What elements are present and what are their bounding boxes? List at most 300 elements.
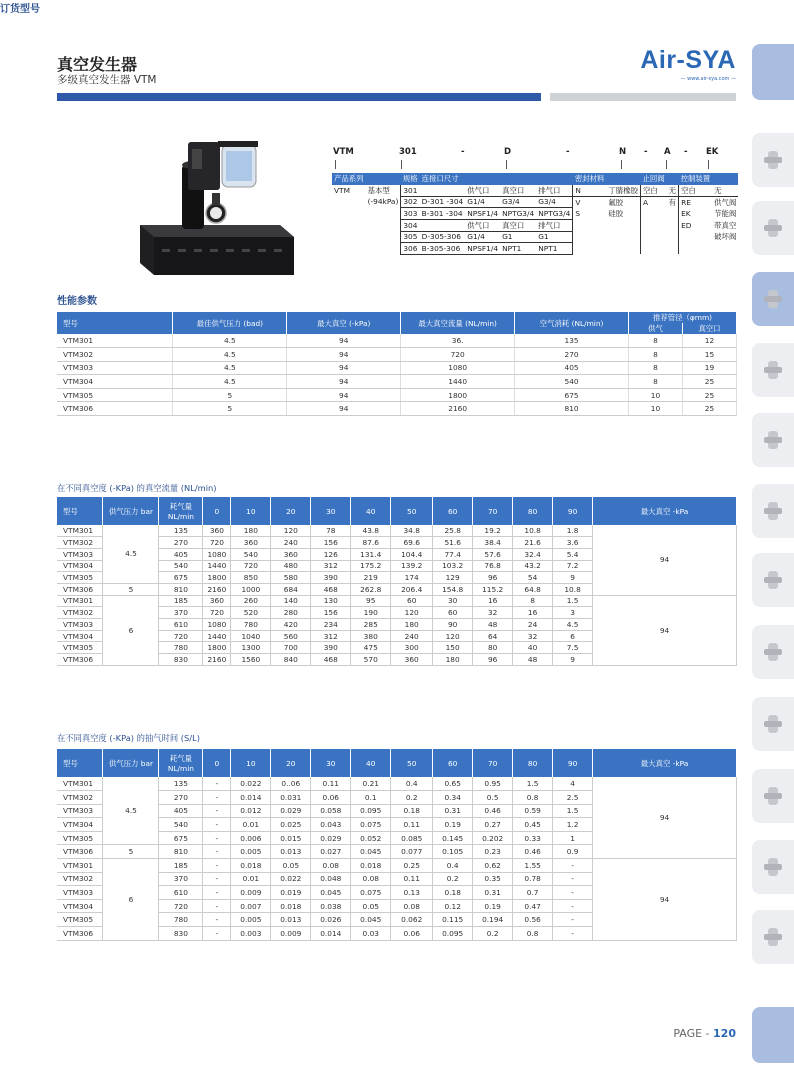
order-code-part: VTM [333, 147, 354, 157]
order-cell: 有 [668, 197, 677, 207]
table-cell: 0.59 [513, 804, 553, 818]
side-category-icon[interactable] [752, 272, 794, 326]
side-category-icon[interactable] [752, 769, 794, 823]
col-header: 耗气量 NL/min [159, 497, 203, 525]
flow-table [57, 497, 737, 666]
table-cell: 0.8 [513, 927, 553, 941]
table-cell: 0.05 [351, 899, 391, 913]
order-row [332, 219, 738, 231]
component-icon [760, 357, 786, 383]
order-cell: 规格 [402, 174, 418, 184]
table-cell: 0.2 [473, 927, 513, 941]
order-cell: A [640, 196, 666, 208]
table-cell: 48 [473, 619, 513, 631]
order-cell [573, 219, 607, 231]
table-cell: 0.005 [231, 845, 271, 859]
table-cell: 0.31 [473, 886, 513, 900]
table-cell: 4 [553, 777, 593, 791]
order-row [332, 173, 738, 185]
table-cell: 0.013 [271, 913, 311, 927]
order-code-tick [708, 160, 709, 169]
table-cell: 0.145 [433, 831, 473, 845]
table-cell: 0.031 [271, 791, 311, 805]
table-cell: - [203, 804, 231, 818]
table-cell: 1440 [203, 630, 231, 642]
table-cell: 370 [159, 607, 203, 619]
table-cell: 0.01 [231, 818, 271, 832]
table-row [57, 375, 737, 389]
table-cell: VTM303 [57, 619, 103, 631]
table-cell: 76.8 [473, 560, 513, 572]
table-cell: 64.8 [513, 583, 553, 595]
table-cell: 0.085 [391, 831, 433, 845]
table-cell: 129 [433, 572, 473, 584]
table-cell: 94 [287, 334, 401, 348]
order-cell: 基本型 [367, 185, 390, 195]
table-cell: 126 [311, 548, 351, 560]
order-cell [332, 208, 366, 220]
order-cell [667, 219, 679, 231]
table-cell: 0.47 [513, 899, 553, 913]
col-vacport: 真空口 [682, 323, 736, 334]
table-cell: 2.5 [553, 791, 593, 805]
order-cell [366, 243, 401, 255]
table-cell: VTM306 [57, 654, 103, 666]
table-cell: 25 [682, 388, 736, 402]
page-title: 真空发生器 [57, 55, 138, 74]
table-cell: 8 [629, 375, 683, 389]
table-cell: VTM302 [57, 348, 173, 362]
table-cell: 720 [203, 537, 231, 549]
page-number: PAGE - 120 [673, 1027, 736, 1040]
side-category-icon[interactable] [752, 625, 794, 679]
evac-section-title: 在不同真空度 (-KPa) 的抽气时间 (S/L) [57, 733, 200, 743]
table-cell: - [203, 831, 231, 845]
table-cell: 0.23 [473, 845, 513, 859]
table-cell: 5 [103, 583, 159, 595]
table-cell: 180 [433, 654, 473, 666]
order-cell [366, 219, 401, 231]
order-cell [606, 173, 640, 185]
table-cell: 30 [433, 595, 473, 607]
table-cell: 175.2 [351, 560, 391, 572]
order-cell: N [573, 185, 607, 197]
side-category-icon[interactable] [752, 484, 794, 538]
table-cell: 0.03 [351, 927, 391, 941]
table-cell: VTM304 [57, 375, 173, 389]
table-cell: VTM302 [57, 537, 103, 549]
table-cell: 390 [311, 572, 351, 584]
table-cell: 675 [515, 388, 629, 402]
table-cell: 94 [287, 388, 401, 402]
table-cell: 94 [287, 375, 401, 389]
order-code-part: D [504, 147, 512, 157]
table-cell: 87.6 [351, 537, 391, 549]
table-cell: 10.8 [553, 583, 593, 595]
order-code-table [332, 173, 738, 255]
table-cell: 25 [682, 375, 736, 389]
table-cell: - [203, 791, 231, 805]
product-image [132, 137, 302, 277]
table-cell: 120 [433, 630, 473, 642]
table-cell: 0.46 [473, 804, 513, 818]
table-cell: 2160 [203, 654, 231, 666]
table-cell: 6 [103, 859, 159, 941]
side-category-icon[interactable] [752, 840, 794, 894]
table-cell: 5 [173, 402, 287, 416]
table-cell: 540 [159, 818, 203, 832]
order-cell [366, 231, 401, 243]
table-cell: 95 [351, 595, 391, 607]
table-cell: 0.018 [351, 859, 391, 873]
logo-text: Air-SYA [640, 46, 736, 74]
side-category-icon[interactable] [752, 413, 794, 467]
col-header: 70 [473, 497, 513, 525]
table-cell: 135 [515, 334, 629, 348]
col-header: 10 [231, 749, 271, 777]
order-cell [606, 219, 640, 231]
table-cell: 0.095 [433, 927, 473, 941]
table-cell: 780 [159, 913, 203, 927]
side-category-icon[interactable] [752, 697, 794, 751]
table-cell: 16 [473, 595, 513, 607]
order-code-tick [621, 160, 622, 169]
order-cell: B-305-306 [420, 243, 466, 255]
table-cell: 0.019 [271, 886, 311, 900]
table-cell: 0.006 [231, 831, 271, 845]
order-cell: 空白 [679, 185, 713, 197]
table-cell: VTM304 [57, 899, 103, 913]
table-cell: VTM306 [57, 845, 103, 859]
table-cell: 94 [593, 595, 737, 665]
table-cell: 312 [311, 630, 351, 642]
page-subtitle: 多级真空发生器 VTM [57, 74, 157, 86]
table-cell: 0.11 [391, 818, 433, 832]
side-category-icon[interactable] [752, 201, 794, 255]
table-cell: 4.5 [173, 334, 287, 348]
order-cell: G1/4 [465, 231, 500, 243]
order-cell: 304 [401, 219, 420, 231]
table-cell: 94 [287, 402, 401, 416]
table-cell: 7.5 [553, 642, 593, 654]
table-cell: 94 [593, 777, 737, 859]
table-cell: 850 [231, 572, 271, 584]
table-cell: 420 [271, 619, 311, 631]
table-cell: 0.11 [391, 872, 433, 886]
order-code-tick [401, 160, 402, 169]
col-header: 供气压力 bar [103, 749, 159, 777]
table-cell: 360 [231, 537, 271, 549]
side-category-icon[interactable] [752, 343, 794, 397]
table-cell: 0.46 [513, 845, 553, 859]
table-cell: 140 [271, 595, 311, 607]
table-cell: VTM302 [57, 791, 103, 805]
col-model: 型号 [57, 312, 173, 334]
component-icon [760, 711, 786, 737]
table-cell: 1080 [203, 548, 231, 560]
order-code-part: A [664, 147, 671, 157]
side-tab-bottom[interactable] [752, 1007, 794, 1063]
table-cell: 4.5 [103, 525, 159, 583]
table-cell: 810 [159, 583, 203, 595]
col-header: 耗气量 NL/min [159, 749, 203, 777]
table-cell: 0.018 [271, 899, 311, 913]
table-cell: 684 [271, 583, 311, 595]
table-cell: 77.4 [433, 548, 473, 560]
table-cell: 810 [159, 845, 203, 859]
table-cell: 0.35 [473, 872, 513, 886]
table-cell: 0.21 [351, 777, 391, 791]
table-cell: 25.8 [433, 525, 473, 537]
table-cell: 0.014 [311, 927, 351, 941]
component-icon [760, 498, 786, 524]
table-cell: 0.18 [433, 886, 473, 900]
table-cell: 720 [231, 560, 271, 572]
table-cell: 720 [159, 899, 203, 913]
table-cell: 0.015 [271, 831, 311, 845]
table-cell: 1.55 [513, 859, 553, 873]
table-cell: 7.2 [553, 560, 593, 572]
order-cell [640, 219, 666, 231]
table-cell: 405 [159, 804, 203, 818]
order-cell: 供气口 [465, 185, 500, 197]
table-row [57, 595, 737, 607]
table-cell: - [553, 859, 593, 873]
order-cell: ED [679, 219, 713, 231]
table-cell: 60 [433, 607, 473, 619]
table-cell: 180 [391, 619, 433, 631]
col-maxvac: 最大真空 (-kPa) [287, 312, 401, 334]
table-cell: VTM305 [57, 831, 103, 845]
table-cell: - [553, 927, 593, 941]
col-header: 40 [351, 497, 391, 525]
table-cell: 0.105 [433, 845, 473, 859]
table-cell: 174 [391, 572, 433, 584]
component-icon [760, 215, 786, 241]
table-cell: 0.11 [311, 777, 351, 791]
table-row [57, 525, 737, 537]
table-cell: 380 [351, 630, 391, 642]
order-code-tick [506, 160, 507, 169]
table-cell: 32.4 [513, 548, 553, 560]
table-cell: 0.95 [473, 777, 513, 791]
side-category-icon[interactable] [752, 553, 794, 607]
table-cell: 720 [401, 348, 515, 362]
table-cell: - [553, 872, 593, 886]
table-cell: 34.8 [391, 525, 433, 537]
order-cell: G3/4 [536, 196, 573, 208]
table-cell: 840 [271, 654, 311, 666]
table-cell: 0.012 [231, 804, 271, 818]
table-cell: 0.058 [311, 804, 351, 818]
table-cell: VTM305 [57, 913, 103, 927]
table-cell: 5 [103, 845, 159, 859]
table-cell: 0.9 [553, 845, 593, 859]
table-cell: 0.8 [513, 791, 553, 805]
order-cell [366, 173, 401, 185]
table-cell: 468 [311, 583, 351, 595]
order-cell: (-94kPa) [367, 197, 399, 207]
table-cell: - [553, 886, 593, 900]
col-header: 0 [203, 749, 231, 777]
table-cell: 560 [271, 630, 311, 642]
table-cell: 580 [271, 572, 311, 584]
table-cell: 720 [159, 630, 203, 642]
table-cell: VTM304 [57, 630, 103, 642]
table-cell: 0.022 [271, 872, 311, 886]
col-header: 90 [553, 497, 593, 525]
table-row [57, 388, 737, 402]
table-cell: 48 [513, 654, 553, 666]
order-cell [573, 231, 607, 243]
order-cell: B-301 -304 [420, 208, 466, 220]
table-cell: 206.4 [391, 583, 433, 595]
table-cell: 1040 [231, 630, 271, 642]
table-cell: VTM305 [57, 642, 103, 654]
side-category-icon[interactable] [752, 910, 794, 964]
col-header: 80 [513, 749, 553, 777]
table-cell: 360 [203, 595, 231, 607]
table-cell: 360 [391, 654, 433, 666]
table-cell: - [203, 899, 231, 913]
table-cell: 43.8 [351, 525, 391, 537]
table-cell: 38.4 [473, 537, 513, 549]
table-cell: 0.077 [391, 845, 433, 859]
table-cell: 260 [231, 595, 271, 607]
col-consumption: 空气消耗 (NL/min) [515, 312, 629, 334]
table-cell: 405 [515, 361, 629, 375]
table-cell: 12 [682, 334, 736, 348]
table-cell: 0.13 [391, 886, 433, 900]
col-tube: 推荐管径（φmm) [629, 312, 737, 323]
order-cell [667, 231, 679, 243]
table-row [57, 402, 737, 416]
col-header: 型号 [57, 749, 103, 777]
col-header: 50 [391, 497, 433, 525]
col-header: 50 [391, 749, 433, 777]
order-cell [679, 231, 713, 243]
table-cell: 270 [515, 348, 629, 362]
order-row [332, 196, 738, 208]
col-header: 60 [433, 497, 473, 525]
table-cell: 405 [159, 548, 203, 560]
table-cell: VTM303 [57, 804, 103, 818]
table-cell: VTM302 [57, 607, 103, 619]
header-bar-gray [550, 93, 736, 101]
table-cell: 96 [473, 654, 513, 666]
order-cell: G3/4 [500, 196, 536, 208]
table-cell: 675 [159, 831, 203, 845]
col-header: 最大真空 -kPa [593, 749, 737, 777]
table-cell: 0.048 [311, 872, 351, 886]
perf-section-title: 性能参数 [57, 296, 97, 307]
table-cell: 0.19 [473, 899, 513, 913]
table-cell: 285 [351, 619, 391, 631]
order-cell [420, 185, 466, 197]
table-cell: 25 [682, 402, 736, 416]
order-cell: 产品系列 [334, 174, 364, 184]
table-cell: 0.013 [271, 845, 311, 859]
order-cell: NPT1 [536, 243, 573, 255]
component-icon [760, 639, 786, 665]
table-cell: 64 [473, 630, 513, 642]
table-cell: 131.4 [351, 548, 391, 560]
table-cell: 60 [391, 595, 433, 607]
side-category-icon[interactable] [752, 133, 794, 187]
order-cell: 306 [401, 243, 420, 255]
order-cell [332, 219, 366, 231]
order-code-part: N [619, 147, 627, 157]
order-cell: 供气阀 [714, 197, 737, 207]
order-cell [606, 243, 640, 255]
table-cell: VTM303 [57, 548, 103, 560]
table-cell: 135 [159, 525, 203, 537]
table-cell: 0.05 [271, 859, 311, 873]
table-cell: 675 [159, 572, 203, 584]
table-cell: 0.18 [391, 804, 433, 818]
table-cell: 156 [311, 607, 351, 619]
table-cell: 0.202 [473, 831, 513, 845]
table-cell: 0.06 [311, 791, 351, 805]
table-cell: 51.6 [433, 537, 473, 549]
side-tab-top[interactable] [752, 44, 794, 100]
col-header: 最大真空 -kPa [593, 497, 737, 525]
order-cell [640, 243, 666, 255]
table-cell: 1.5 [553, 804, 593, 818]
table-cell: - [203, 913, 231, 927]
table-cell: 0.27 [473, 818, 513, 832]
table-cell: 0.19 [433, 818, 473, 832]
table-cell: 0.075 [351, 886, 391, 900]
order-cell [667, 243, 679, 255]
table-cell: 390 [311, 642, 351, 654]
order-cell: 303 [401, 208, 420, 220]
table-cell: 3 [553, 607, 593, 619]
order-cell [366, 208, 401, 220]
table-cell: 130 [311, 595, 351, 607]
table-cell: 0.029 [271, 804, 311, 818]
table-cell: 1800 [203, 642, 231, 654]
table-cell: 36. [401, 334, 515, 348]
table-cell: 570 [351, 654, 391, 666]
table-cell: 24 [513, 619, 553, 631]
order-cell: 排气口 [536, 185, 573, 197]
col-header: 30 [311, 497, 351, 525]
col-maxflow: 最大真空流量 (NL/min) [401, 312, 515, 334]
table-cell: 0.009 [231, 886, 271, 900]
table-cell: 1440 [203, 560, 231, 572]
order-cell [640, 208, 666, 220]
table-cell: 139.2 [391, 560, 433, 572]
order-cell: 供气口 [465, 219, 500, 231]
table-cell: 360 [203, 525, 231, 537]
table-cell: 0.018 [231, 859, 271, 873]
table-cell: 540 [231, 548, 271, 560]
table-cell: 90 [433, 619, 473, 631]
table-cell: 0.062 [391, 913, 433, 927]
order-cell [679, 243, 713, 255]
table-cell: 610 [159, 886, 203, 900]
table-cell: 180 [231, 525, 271, 537]
order-code-part: - [461, 147, 465, 157]
brand-logo [640, 46, 736, 82]
order-cell: 破坏阀 [714, 232, 737, 242]
table-cell: VTM306 [57, 927, 103, 941]
table-cell: 280 [271, 607, 311, 619]
table-cell: 0.009 [271, 927, 311, 941]
order-cell [640, 231, 666, 243]
table-cell: - [203, 777, 231, 791]
